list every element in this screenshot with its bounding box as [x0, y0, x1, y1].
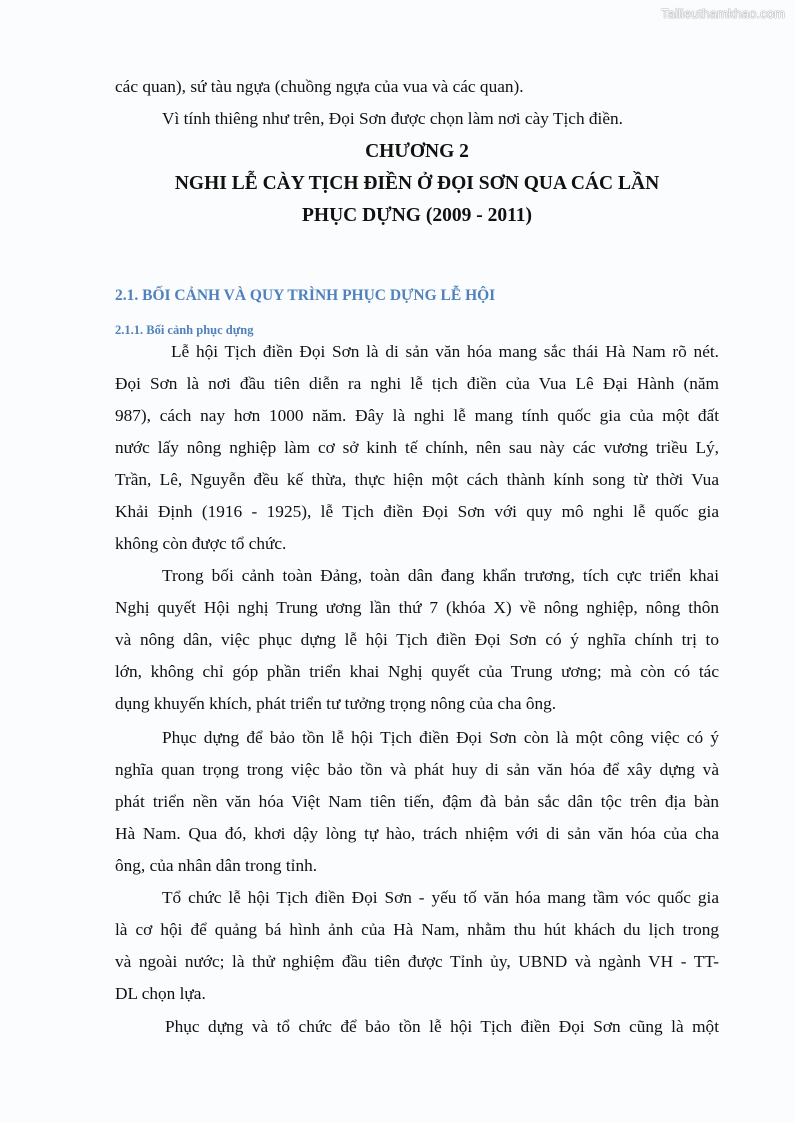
paragraph-4-line: là cơ hội để quảng bá hình ảnh của Hà Nam, nhằm thu hút khách du lịch trong: [115, 920, 719, 939]
paragraph-3-line: ông, của nhân dân trong tỉnh.: [115, 856, 318, 875]
chapter-title-line-1: NGHI LỄ CÀY TỊCH ĐIỀN Ở ĐỌI SƠN QUA CÁC LẦN: [174, 173, 660, 194]
paragraph-2-line: và nông dân, việc phục dựng lễ hội Tịch điền Đọi Sơn có ý nghĩa chính trị to: [115, 630, 719, 649]
intro-line-2: Vì tính thiêng như trên, Đọi Sơn được chọn làm nơi cày Tịch điền.: [162, 109, 623, 128]
paragraph-4-line: DL chọn lựa.: [115, 984, 206, 1003]
paragraph-1-line: Trần, Lê, Nguyễn đều kế thừa, thực hiện một cách thành kính song từ thời Vua: [115, 470, 719, 489]
paragraph-1-line: Lễ hội Tịch điền Đọi Sơn là di sản văn hóa mang sắc thái Hà Nam rõ nét.: [171, 342, 719, 361]
section-heading: 2.1. BỐI CẢNH VÀ QUY TRÌNH PHỤC DỰNG LỄ HỘI: [115, 287, 496, 304]
paragraph-3-line: nghĩa quan trọng trong việc bảo tồn và phát huy di sản văn hóa để xây dựng và: [115, 760, 719, 779]
paragraph-2-line: dụng khuyến khích, phát triển tư tưởng trọng nông của cha ông.: [115, 694, 557, 713]
paragraph-1-line: Đọi Sơn là nơi đầu tiên diễn ra nghi lễ tịch điền của Vua Lê Đại Hành (năm: [115, 374, 719, 393]
chapter-number: CHƯƠNG 2: [365, 141, 469, 162]
watermark: Tailieuthamkhao.com: [660, 6, 785, 21]
paragraph-1-line: Khải Định (1916 - 1925), lễ Tịch điền Đọi Sơn với quy mô nghi lễ quốc gia: [115, 502, 719, 521]
paragraph-4-line: Tổ chức lễ hội Tịch điền Đọi Sơn - yếu tố văn hóa mang tầm vóc quốc gia: [162, 888, 719, 907]
paragraph-4-line: và ngoài nước; là thử nghiệm đầu tiên được Tỉnh ủy, UBND và ngành VH - TT-: [115, 952, 719, 971]
paragraph-1-line: không còn được tổ chức.: [115, 534, 287, 553]
paragraph-3-line: phát triển nền văn hóa Việt Nam tiên tiến, đậm đà bản sắc dân tộc trên địa bàn: [115, 792, 719, 811]
chapter-title-line-2: PHỤC DỰNG (2009 - 2011): [301, 205, 532, 226]
paragraph-5-line: Phục dựng và tổ chức để bảo tồn lễ hội Tịch điền Đọi Sơn cũng là một: [165, 1017, 719, 1036]
paragraph-1-line: nước lấy nông nghiệp làm cơ sở kinh tế chính, nên sau này các vương triều Lý,: [115, 438, 719, 457]
intro-line-1: các quan), sứ tàu ngựa (chuồng ngựa của vua và các quan).: [115, 77, 524, 96]
subsection-heading: 2.1.1. Bối cảnh phục dựng: [115, 323, 254, 337]
paragraph-3-line: Phục dựng để bảo tồn lễ hội Tịch điền Đọi Sơn còn là một công việc có ý: [162, 728, 719, 747]
paragraph-2-line: Trong bối cảnh toàn Đảng, toàn dân đang khẩn trương, tích cực triển khai: [162, 566, 719, 585]
paragraph-3-line: Hà Nam. Qua đó, khơi dậy lòng tự hào, trách nhiệm với di sản văn hóa của cha: [115, 824, 719, 843]
paragraph-1-line: 987), cách nay hơn 1000 năm. Đây là nghi lễ mang tính quốc gia của một đất: [115, 406, 719, 425]
paragraph-2-line: Nghị quyết Hội nghị Trung ương lần thứ 7 (khóa X) về nông nghiệp, nông thôn: [115, 598, 719, 617]
paragraph-2-line: lớn, không chỉ góp phần triển khai Nghị quyết của Trung ương; mà còn có tác: [115, 662, 719, 681]
